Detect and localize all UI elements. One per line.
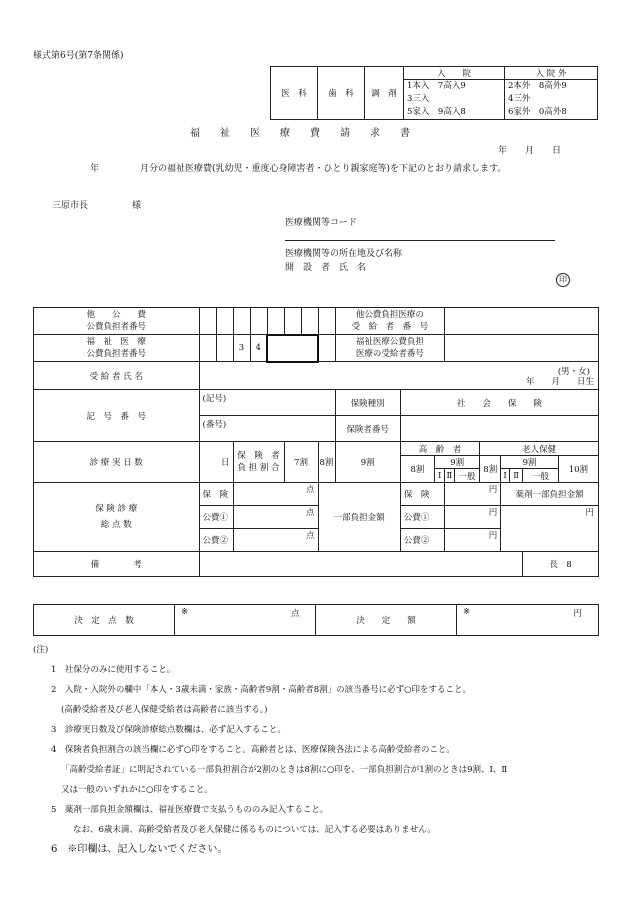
pub1-yen-label: 公費① xyxy=(400,506,444,529)
points-label: 保 険 診 療 総 点 数 xyxy=(34,483,200,552)
day-unit: 日 xyxy=(199,442,233,483)
other-recipient-number[interactable] xyxy=(445,308,599,335)
date-line: 年 月 日 xyxy=(498,146,562,156)
pub1-points-field[interactable]: 点 xyxy=(233,506,318,529)
note-2b: (高齢受給者及び老人保健受給者は高齢者に該当する。) xyxy=(61,705,268,715)
elderly-general[interactable]: 一般 xyxy=(454,469,479,483)
document-title: 福 祉 医 療 費 請 求 書 xyxy=(190,128,410,139)
partial-burden-label: 一部負担金額 xyxy=(318,483,400,552)
category-box xyxy=(270,66,598,120)
prefix-digit-3: 3 xyxy=(233,335,250,362)
insurance-points-label: 保 険 xyxy=(199,483,233,506)
oldage-general[interactable]: 一般 xyxy=(523,469,559,483)
days-label: 診 療 実 日 数 xyxy=(34,442,200,483)
seal-icon: 印 xyxy=(556,273,570,287)
old-age-label: 老人保健 xyxy=(480,442,599,456)
note-3: 3 診療実日数及び保険診療総点数欄は、必ず記入すること。 xyxy=(51,725,286,735)
category-dental: 歯 科 xyxy=(318,67,365,120)
institution-code-label: 医療機関等コード xyxy=(285,218,358,228)
elderly-ratio-8[interactable]: 8割 xyxy=(400,456,434,483)
addressee-suffix: 様 xyxy=(132,201,142,211)
decision-table xyxy=(33,604,599,636)
pharm-burden-label: 薬剤一部負担金額 xyxy=(501,483,599,506)
oldage-ratio-10[interactable]: 10割 xyxy=(558,456,598,483)
main-table xyxy=(33,307,599,577)
prefix-digit-4: 4 xyxy=(250,335,267,362)
elderly-roman-2[interactable]: Ⅱ xyxy=(446,470,453,481)
decided-amount-label: 決 定 額 xyxy=(316,605,457,636)
number-field[interactable]: (番号) xyxy=(199,416,335,442)
elderly-label: 高 齢 者 xyxy=(400,442,479,456)
remarks-field[interactable] xyxy=(199,552,523,577)
note-5b: なお、6歳未満、高齢受給者及び老人保健に係るものについては、記入する必要はありません。 xyxy=(73,825,436,835)
symbol-field[interactable]: (記号) xyxy=(199,390,335,416)
gender-option[interactable]: (男・女) xyxy=(557,366,590,377)
other-public-expense-label: 他 公 費 公費負担者番号 xyxy=(34,308,200,335)
insurance-points-field[interactable]: 点 xyxy=(233,483,318,506)
remarks-label: 備 考 xyxy=(34,552,200,577)
pub2-yen-field[interactable]: 円 xyxy=(445,529,501,552)
birth-date: 年 月 日生 xyxy=(525,377,594,387)
welfare-recipient-label: 福祉医療公費負担 医療の受給者番号 xyxy=(335,335,445,362)
founder-label: 開 設 者 氏 名 xyxy=(285,263,367,273)
ratio-9[interactable]: 9割 xyxy=(335,442,400,483)
note-2: 2 入院・入院外の欄中「本人・3歳未満・家族・高齢者9割・高齢者8割」の該当番号に必ず○印をすること。 xyxy=(51,685,472,695)
ratio-7[interactable]: 7割 xyxy=(284,442,318,483)
category-medical: 医 科 xyxy=(271,67,318,120)
insurance-yen-label: 保 険 xyxy=(400,483,444,506)
note-1: 1 社保分のみに使用すること。 xyxy=(51,665,176,675)
insurance-type-label: 保険種別 xyxy=(335,390,400,416)
inpatient-label: 入 院 xyxy=(404,67,505,80)
burden-ratio-label: 保 険 者 負 担 割 合 xyxy=(233,442,284,483)
oldage-ratio-8[interactable]: 8割 xyxy=(480,456,501,483)
ratio-8[interactable]: 8割 xyxy=(318,442,335,483)
notes xyxy=(33,640,613,860)
pub2-points-label: 公費② xyxy=(199,529,233,552)
decided-points-field[interactable]: ※ 点 xyxy=(175,605,316,636)
oldage-roman-1[interactable]: Ⅰ xyxy=(501,469,510,483)
insurance-yen-field[interactable]: 円 xyxy=(445,483,501,506)
elderly-ratio-9[interactable]: 9割 xyxy=(435,456,480,469)
elderly-roman-1[interactable]: Ⅰ xyxy=(435,469,445,483)
form-number: 様式第6号(第7条関係) xyxy=(33,51,124,61)
notes-head: (注) xyxy=(33,645,49,655)
pub1-points-label: 公費① xyxy=(199,506,233,529)
request-year: 年 xyxy=(90,164,100,174)
pub2-points-field[interactable]: 点 xyxy=(233,529,318,552)
long-8-label: 長 8 xyxy=(523,552,599,577)
insurance-type-value: 社 会 保 険 xyxy=(400,390,598,416)
note-4c: 又は一般のいずれかに○印をすること。 xyxy=(61,785,213,795)
note-4: 4 保険者負担割合の該当欄に必ず○印をすること。高齢者とは、医療保険各法による高齢受給者のこと。 xyxy=(51,745,455,755)
pub1-yen-field[interactable]: 円 xyxy=(445,506,501,529)
symbol-number-label: 記 号 番 号 xyxy=(34,390,200,442)
recipient-name-field[interactable] xyxy=(199,362,598,390)
note-5: 5 薬剤一部負担金額欄は、福祉医療費で支払うもののみ記入すること。 xyxy=(51,805,329,815)
insured-number-label: 保険者番号 xyxy=(335,416,400,442)
oldage-ratio-9[interactable]: 9割 xyxy=(501,456,558,469)
decided-points-label: 決 定 点 数 xyxy=(34,605,175,636)
other-recipient-label: 他公費負担医療の 受 給 者 番 号 xyxy=(335,308,445,335)
request-text: 月分の福祉医療費(乳幼児・重度心身障害者・ひとり親家庭等)を下記のとおり請求します。 xyxy=(140,164,507,174)
category-pharmacy: 調 剤 xyxy=(365,67,404,120)
note-6: 6 ※印欄は、記入しないでください。 xyxy=(51,844,228,855)
recipient-name-label: 受 給 者 氏 名 xyxy=(34,362,200,390)
institution-code-line xyxy=(285,240,555,241)
outpatient-options: 2本外 8高外9 4三外 6家外 0高外8 xyxy=(505,80,598,120)
pub2-yen-label: 公費② xyxy=(400,529,444,552)
note-4b: 「高齢受給者証」に明記されている一部負担割合が2割のときは8割に○印を、一部負担割合が1割のときは9割、Ⅰ、Ⅱ xyxy=(61,765,508,775)
inpatient-options: 1本入 7高入9 3三入 5家入 9高入8 xyxy=(404,80,505,120)
decided-amount-field[interactable]: ※ 円 xyxy=(457,605,599,636)
addressee: 三原市長 xyxy=(52,201,89,211)
oldage-roman-2[interactable]: Ⅱ xyxy=(509,469,522,483)
welfare-number-input[interactable] xyxy=(267,335,318,362)
welfare-recipient-number[interactable] xyxy=(445,335,599,362)
institution-address-label: 医療機関等の所在地及び名称 xyxy=(285,249,403,259)
pharm-burden-field[interactable]: 円 xyxy=(501,506,599,552)
welfare-public-expense-label: 福 祉 医 療 公費負担者番号 xyxy=(34,335,200,362)
outpatient-label: 入 院 外 xyxy=(505,67,598,80)
insured-number-field[interactable] xyxy=(400,416,598,442)
